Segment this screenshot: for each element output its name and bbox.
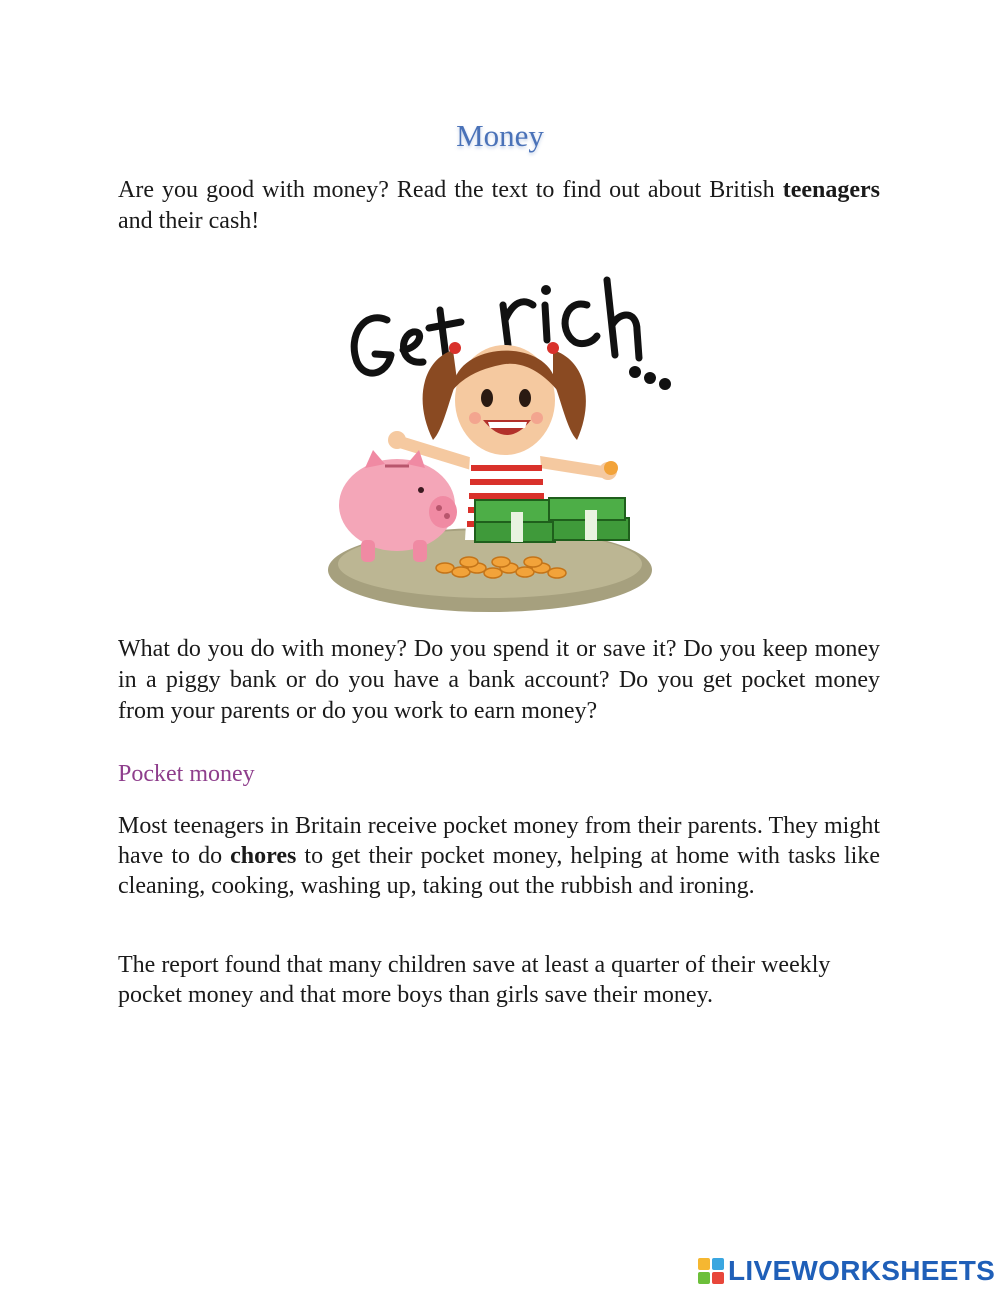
intro-text-start: Are you good with money? Read the text to find out about British	[118, 177, 783, 203]
report-paragraph: The report found that many children save at least a quarter of their weekly pocket money and that more boys than girls save their money.	[118, 952, 831, 1008]
pocket-money-text-start: Most teenagers in Britain receive pocket money from their parents. They might have to do	[118, 813, 880, 869]
chores-bold-word: chores	[230, 843, 297, 869]
intro-text-end: and their cash!	[118, 208, 260, 234]
liveworksheets-logo	[698, 1254, 995, 1288]
intro-paragraph	[118, 175, 880, 237]
pocket-money-heading: Pocket money	[118, 761, 255, 787]
banknote-stack-icon	[475, 498, 629, 542]
logo-text: LIVEWORKSHEETS	[728, 1255, 996, 1286]
questions-paragraph: What do you do with money? Do you spend it or save it? Do you keep money in a piggy bank or do you have a bank account? Do you get pocket money from your parents or do you work to earn money?	[118, 636, 880, 724]
pocket-money-text-end: to get their pocket money, helping at home with tasks like cleaning, cooking, washing up, taking out the rubbish and ironing.	[118, 843, 880, 899]
intro-bold-word: teenagers	[782, 177, 880, 203]
pocket-money-paragraph	[118, 811, 880, 901]
page-title: Money	[456, 118, 544, 153]
get-rich-illustration	[325, 250, 675, 620]
liveworksheets-logo-icon	[698, 1258, 724, 1284]
